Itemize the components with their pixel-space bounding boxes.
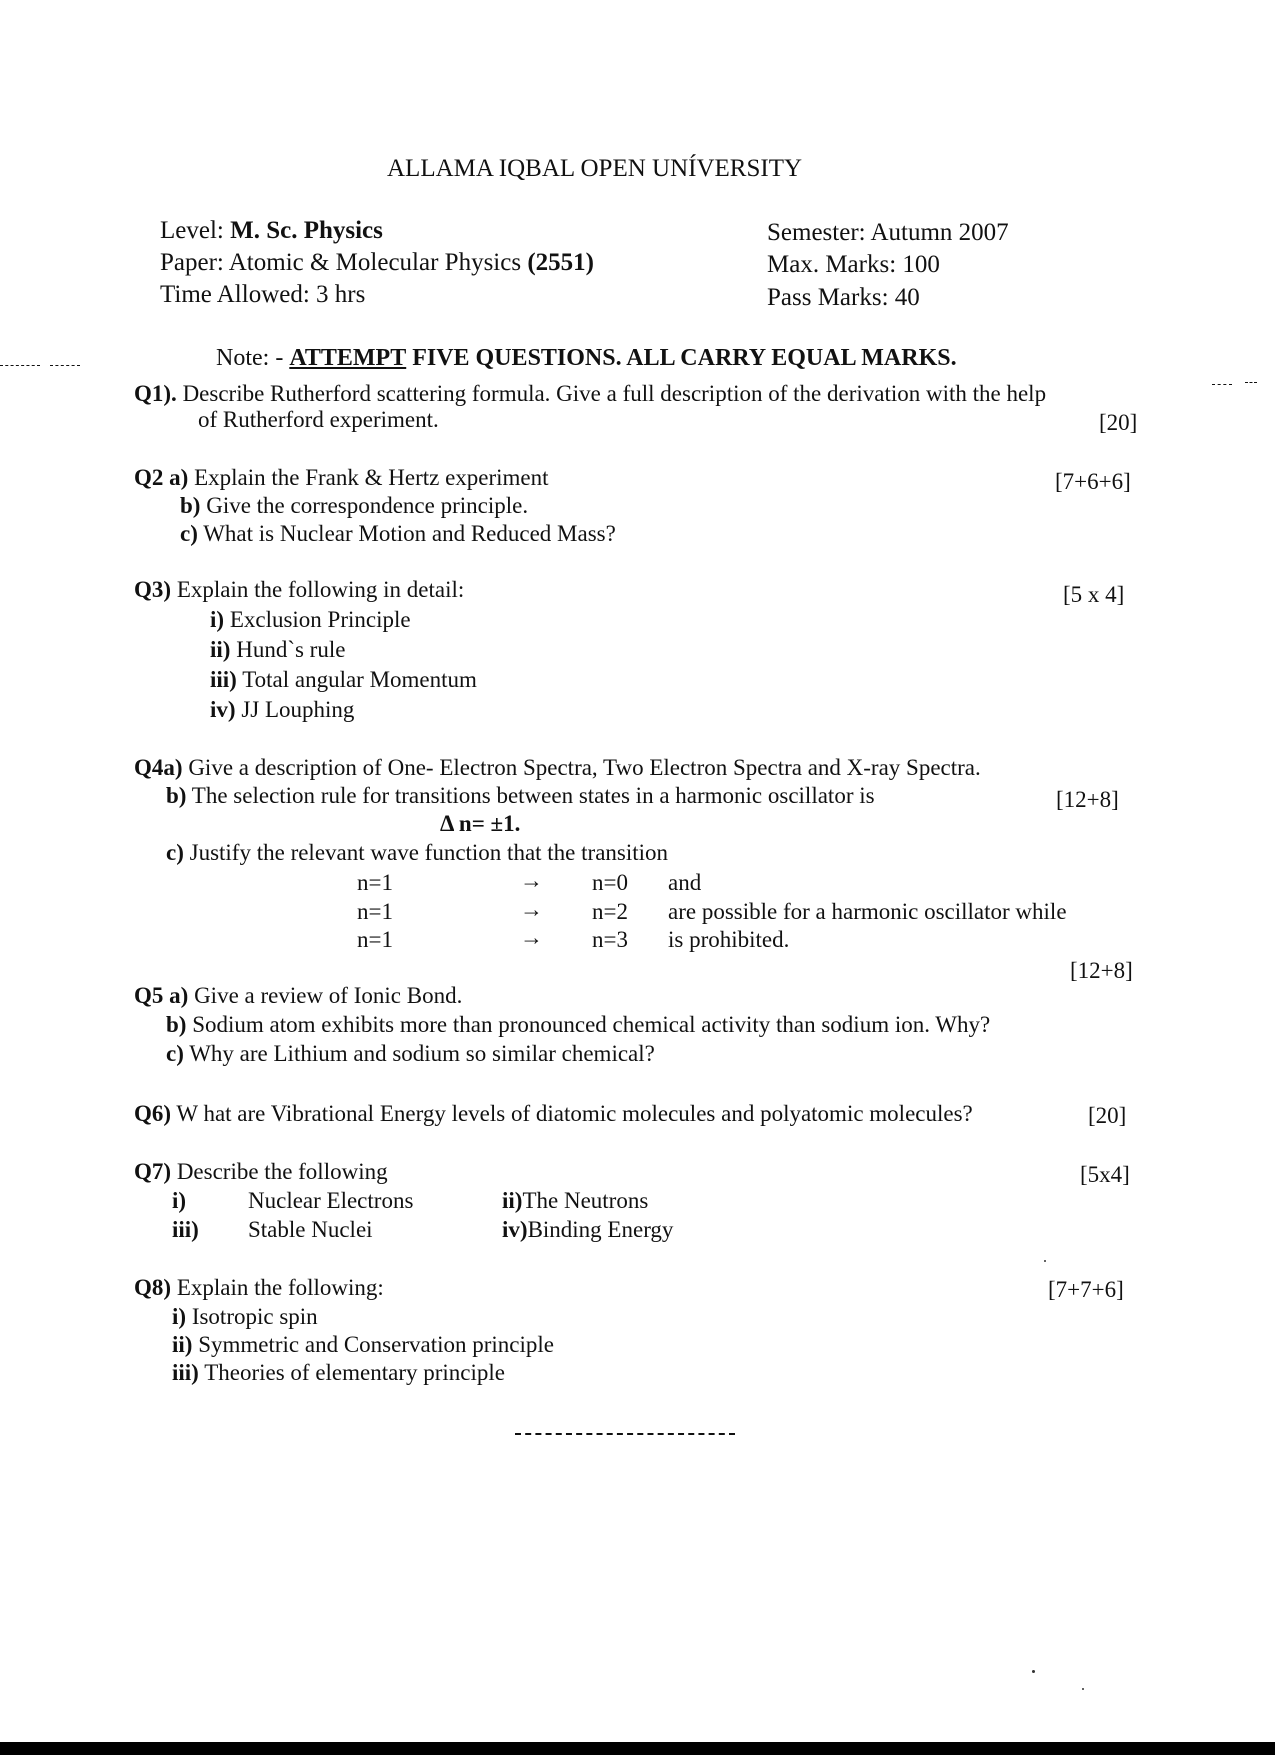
q2-number: Q2 <box>134 465 164 490</box>
q3-item <box>210 607 411 633</box>
q2-c-text: What is Nuclear Motion and Reduced Mass? <box>203 521 616 546</box>
q8-number: Q8) <box>134 1275 172 1300</box>
scan-speck <box>1044 1260 1046 1262</box>
q7-iv-label: iv) <box>502 1217 528 1242</box>
q5-a-text: Give a review of Ionic Bond. <box>194 983 463 1008</box>
q8-item <box>172 1304 318 1330</box>
q3-item-text: Exclusion Principle <box>229 607 411 632</box>
q4-a-text: Give a description of One- Electron Spectra, Two Electron Spectra and X-ray Spectra. <box>188 755 981 780</box>
q7-iii-text: Stable Nuclei <box>248 1217 373 1242</box>
q1-number: Q1). <box>134 381 177 406</box>
level-label: Level: <box>160 217 224 244</box>
q7-i-label: i) <box>172 1188 187 1213</box>
scan-speck <box>1032 1670 1035 1673</box>
transition-note: and <box>668 870 702 895</box>
q8-item <box>172 1360 505 1386</box>
q2-a-text: Explain the Frank & Hertz experiment <box>194 465 549 490</box>
transition-note: is prohibited. <box>668 927 790 952</box>
q5-line-b <box>166 1012 990 1038</box>
q4-c-text: Justify the relevant wave function that the transition <box>189 840 669 865</box>
q7-ii-label: ii) <box>502 1188 523 1213</box>
q8-marks: [7+7+6] <box>1048 1277 1124 1302</box>
transition-from: n=1 <box>357 927 393 952</box>
q7-iii-label: iii) <box>172 1217 199 1242</box>
q4-rule-text: Δ n= ±1. <box>440 811 521 836</box>
q2-a-label: a) <box>169 465 189 490</box>
transition-to: n=2 <box>592 899 628 924</box>
transition-from: n=1 <box>357 899 393 924</box>
scan-mark <box>50 365 80 366</box>
q7-text: Describe the following <box>176 1159 388 1184</box>
paper-value: Atomic & Molecular Physics <box>228 249 522 276</box>
q3-marks: [5 x 4] <box>1063 582 1125 607</box>
q1-line1 <box>134 381 1046 407</box>
q4-line-a <box>134 755 981 781</box>
q5-number: Q5 <box>134 983 164 1008</box>
q4-number: Q4a) <box>134 755 183 780</box>
q3-item-text: Total angular Momentum <box>242 667 477 692</box>
q2-marks: [7+6+6] <box>1055 469 1131 494</box>
q3-item-text: JJ Louphing <box>241 697 355 722</box>
q8-item-label: iii) <box>172 1360 199 1385</box>
q4-c-label: c) <box>166 840 184 865</box>
q3-item-label: ii) <box>210 637 231 662</box>
transition-to: n=3 <box>592 927 628 952</box>
note-attempt: ATTEMPT <box>289 345 407 371</box>
paper-label: Paper: <box>160 249 224 276</box>
q7-line <box>134 1159 388 1185</box>
q8-item-label: ii) <box>172 1332 193 1357</box>
q5-a-label: a) <box>169 983 189 1008</box>
q5-line-a <box>134 983 462 1009</box>
q2-line-a <box>134 465 549 491</box>
arrow-icon: → <box>520 868 543 893</box>
q7-ii-text: The Neutrons <box>522 1188 649 1213</box>
end-divider <box>515 1433 735 1435</box>
q5-c-label: c) <box>166 1041 184 1066</box>
q3-item <box>210 697 354 723</box>
q6-number: Q6) <box>134 1101 172 1126</box>
q8-item-text: Isotropic spin <box>191 1304 318 1329</box>
q8-item-label: i) <box>172 1304 187 1329</box>
q3-item-label: iii) <box>210 667 237 692</box>
q2-c-label: c) <box>180 521 198 546</box>
q7-iv-text: Binding Energy <box>527 1217 674 1242</box>
q7-iv <box>502 1217 673 1243</box>
q4-line-c <box>166 840 668 866</box>
q3-item <box>210 637 345 663</box>
max-marks: Max. Marks: 100 <box>767 251 940 278</box>
q5-b-label: b) <box>166 1012 187 1037</box>
q4-selection-rule <box>440 811 520 837</box>
q6-text: W hat are Vibrational Energy levels of diatomic molecules and polyatomic molecules? <box>176 1101 973 1126</box>
note-rest: FIVE QUESTIONS. ALL CARRY EQUAL MARKS. <box>412 345 957 371</box>
pass-marks: Pass Marks: 40 <box>767 284 920 311</box>
q2-b-text: Give the correspondence principle. <box>206 493 529 518</box>
q7-number: Q7) <box>134 1159 172 1184</box>
q3-item-label: i) <box>210 607 225 632</box>
q3-line <box>134 577 464 603</box>
q4-marks: [12+8] <box>1056 787 1119 812</box>
q7-ii <box>502 1188 648 1214</box>
q8-item-text: Theories of elementary principle <box>204 1360 505 1385</box>
time-allowed: Time Allowed: 3 hrs <box>160 281 366 308</box>
q1-text-line2: of Rutherford experiment. <box>198 407 439 432</box>
q3-item-text: Hund`s rule <box>236 637 346 662</box>
level-line <box>160 217 383 245</box>
q7-marks: [5x4] <box>1080 1162 1130 1187</box>
university-title: ALLAMA IQBAL OPEN UNÍVERSITY <box>387 155 803 182</box>
q4-b-text: The selection rule for transitions between states in a harmonic oscillator is <box>191 783 875 808</box>
note-prefix: Note: - <box>216 345 284 371</box>
scan-bottom-edge <box>0 1742 1275 1755</box>
transition-to: n=0 <box>592 870 628 895</box>
q2-line-c <box>180 521 616 547</box>
q6-marks: [20] <box>1088 1103 1127 1128</box>
q8-item-text: Symmetric and Conservation principle <box>198 1332 554 1357</box>
q5-line-c <box>166 1041 655 1067</box>
level-value: M. Sc. Physics <box>230 217 383 244</box>
scan-mark <box>0 365 40 366</box>
paper-line <box>160 249 594 277</box>
q5-b-text: Sodium atom exhibits more than pronounced chemical activity than sodium ion. Why? <box>192 1012 991 1037</box>
scan-mark <box>1245 382 1257 383</box>
note-line <box>216 345 957 372</box>
scan-speck <box>1082 1688 1084 1690</box>
arrow-icon: → <box>520 925 543 950</box>
q3-item-label: iv) <box>210 697 236 722</box>
scan-mark <box>1212 384 1232 385</box>
q4-b-label: b) <box>166 783 187 808</box>
q4-line-b <box>166 783 875 809</box>
q3-number: Q3) <box>134 577 172 602</box>
q1-marks: [20] <box>1099 410 1138 435</box>
transition-note: are possible for a harmonic oscillator while <box>668 899 1067 924</box>
q8-line <box>134 1275 384 1301</box>
arrow-icon: → <box>520 897 543 922</box>
q6-line <box>134 1101 973 1127</box>
q3-item <box>210 667 477 693</box>
q5-marks: [12+8] <box>1070 958 1133 983</box>
q8-text: Explain the following: <box>176 1275 384 1300</box>
paper-code: (2551) <box>527 249 594 276</box>
q1-text-line1: Describe Rutherford scattering formula. Give a full description of the derivation with the help <box>182 381 1047 406</box>
semester: Semester: Autumn 2007 <box>767 219 1009 246</box>
transition-from: n=1 <box>357 870 393 895</box>
q5-c-text: Why are Lithium and sodium so similar chemical? <box>189 1041 655 1066</box>
q2-b-label: b) <box>180 493 201 518</box>
q7-i-text: Nuclear Electrons <box>248 1188 414 1213</box>
q2-line-b <box>180 493 528 519</box>
q3-text: Explain the following in detail: <box>176 577 465 602</box>
q8-item <box>172 1332 554 1358</box>
